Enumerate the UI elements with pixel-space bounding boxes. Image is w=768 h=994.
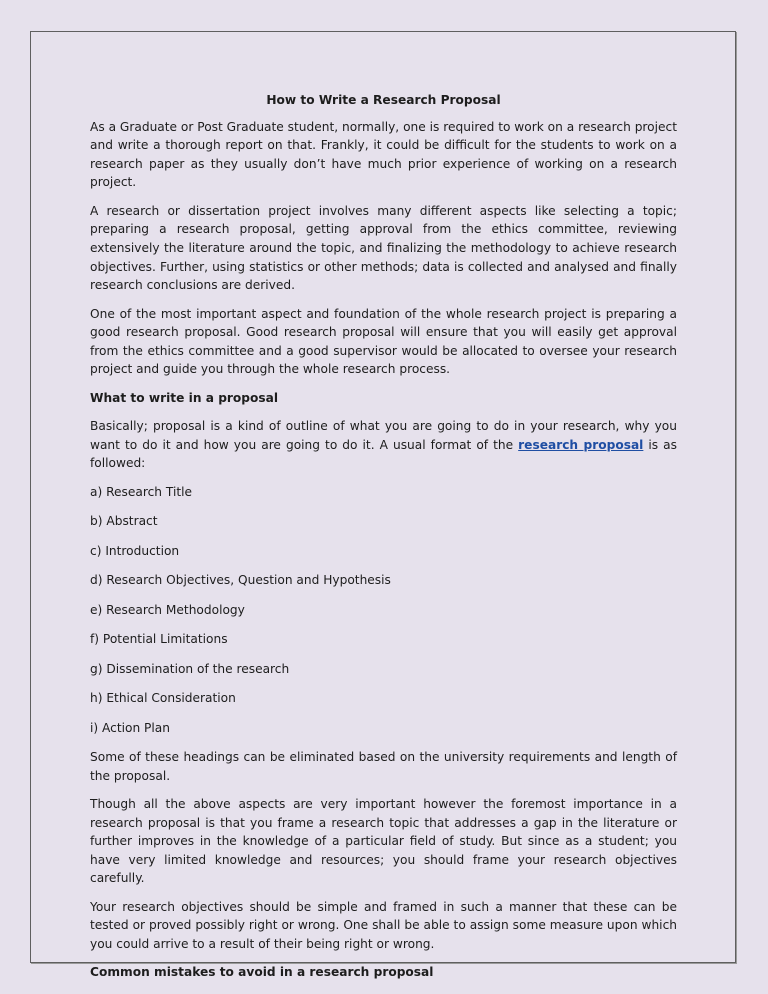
format-item-research-title: a) Research Title (90, 484, 192, 499)
section-heading-what-to-write: What to write in a proposal (90, 390, 279, 405)
format-item-dissemination: g) Dissemination of the research (90, 661, 290, 676)
research-proposal-link[interactable]: research proposal (518, 437, 644, 452)
importance-paragraph: Though all the above aspects are very important however the foremost importance in a research proposal is that you frame a research topic that addresses a gap in the literature or further improves in the knowledge of a particular field of study. But since as a student; you have very limited knowledge and resources; you should frame your research objectives carefully. (90, 797, 677, 886)
outline-text-before: Basically; proposal is a kind of outline of what you are going to do in your research, why you want to do it and how you are going to do it. A usual format of the (90, 419, 677, 452)
format-item-methodology: e) Research Methodology (90, 602, 245, 617)
format-item-objectives: d) Research Objectives, Question and Hypothesis (90, 573, 391, 588)
document-body (90, 91, 677, 992)
format-item-introduction: c) Introduction (90, 543, 180, 558)
format-item-limitations: f) Potential Limitations (90, 632, 228, 647)
intro-paragraph: As a Graduate or Post Graduate student, normally, one is required to work on a research project and write a thorough report on that. Frankly, it could be difficult for the students to work on a research paper as they usually don’t have much prior experience of working on a research project. (90, 119, 677, 190)
section-heading-common-mistakes: Common mistakes to avoid in a research proposal (90, 965, 434, 980)
format-item-action-plan: i) Action Plan (90, 720, 170, 735)
outline-paragraph (90, 417, 677, 473)
foundation-paragraph: One of the most important aspect and foundation of the whole research project is preparing a good research proposal. Good research proposal will ensure that you will easily get approval from the ethics committee and a good supervisor would be allocated to oversee your research project and guide you through the whole research process. (90, 306, 677, 377)
dissertation-paragraph: A research or dissertation project involves many different aspects like selecting a topic; preparing a research proposal, getting approval from the ethics committee, reviewing extensively the literature around the topic, and finalizing the methodology to achieve research objectives. Further, using statistics or other methods; data is collected and analysed and finally research conclusions are derived. (90, 203, 677, 293)
headings-note-paragraph: Some of these headings can be eliminated based on the university requirements and length of the proposal. (90, 750, 677, 783)
objectives-paragraph: Your research objectives should be simple and framed in such a manner that these can be tested or proved possibly right or wrong. One shall be able to assign some measure upon which you could arrive to a result of their being right or wrong. (90, 899, 677, 951)
format-item-abstract: b) Abstract (90, 514, 158, 529)
outline-text-after: is as followed: (90, 437, 677, 471)
format-item-ethical: h) Ethical Consideration (90, 691, 236, 706)
document-title: How to Write a Research Proposal (266, 93, 501, 107)
